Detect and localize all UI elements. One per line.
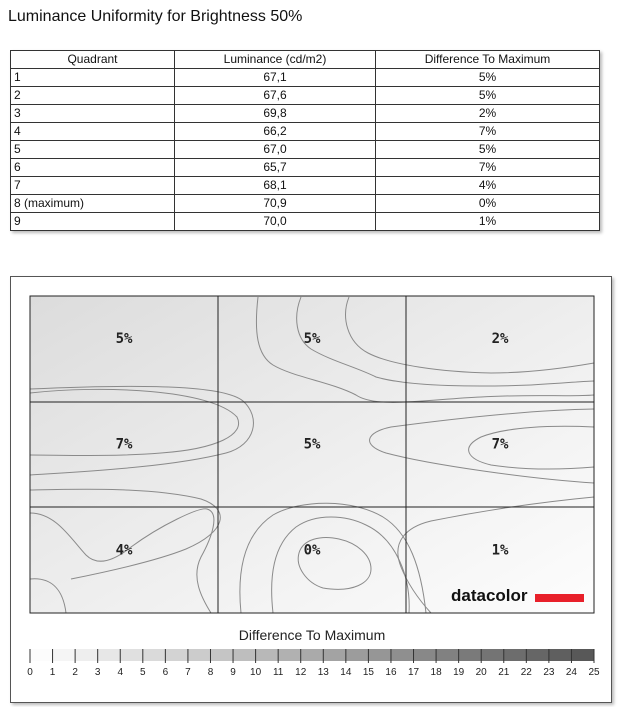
luminance-cell: 70,9 [175,195,376,213]
scale-tick-label: 14 [340,667,352,678]
table-row [11,123,600,141]
table-row [11,159,600,177]
scale-tick-label: 6 [162,667,169,678]
scale-band [323,649,346,661]
scale-tick-label: 25 [588,667,600,678]
quadrant-cell: 3 [11,105,175,123]
difference-cell: 5% [376,87,600,105]
scale-tick-label: 20 [475,667,487,678]
scale-band [391,649,414,661]
quadrant-cell: 1 [11,69,175,87]
scale-tick-label: 2 [72,667,78,678]
scale-band [233,649,256,661]
luminance-cell: 70,0 [175,213,376,231]
scale-tick-label: 4 [117,667,124,678]
table-header-row [11,51,600,69]
header-difference: Difference To Maximum [376,51,600,69]
difference-cell: 0% [376,195,600,213]
quadrant-cell: 2 [11,87,175,105]
scale-band [414,649,437,661]
quadrant-cell: 9 [11,213,175,231]
scale-band [53,649,76,661]
cell-label-quadrant-7: 4% [115,542,133,559]
difference-cell: 5% [376,141,600,159]
scale-tick-label: 17 [407,667,420,678]
scale-band [368,649,391,661]
cell-label-quadrant-4: 7% [115,436,133,453]
scale-tick-label: 11 [272,667,284,678]
scale-band [436,649,459,661]
uniformity-chart-panel [10,276,612,703]
scale-tick-label: 24 [565,667,578,678]
table-row [11,213,600,231]
scale-band [571,649,594,661]
difference-cell: 4% [376,177,600,195]
scale-tick-label: 18 [430,667,442,678]
luminance-cell: 65,7 [175,159,376,177]
difference-cell: 1% [376,213,600,231]
luminance-cell: 66,2 [175,123,376,141]
table-row [11,177,600,195]
luminance-table [10,50,600,231]
datacolor-logo-text: datacolor [451,586,528,605]
cell-label-quadrant-1: 5% [115,331,133,347]
color-scale [27,649,600,678]
scale-title: Difference To Maximum [238,627,386,643]
table-row [11,105,600,123]
scale-tick-label: 19 [453,667,465,678]
table-row [11,87,600,105]
scale-tick-label: 21 [498,667,510,678]
scale-band [301,649,324,661]
difference-cell: 5% [376,69,600,87]
luminance-cell: 67,6 [175,87,376,105]
luminance-cell: 69,8 [175,105,376,123]
scale-band [256,649,279,661]
difference-cell: 7% [376,159,600,177]
scale-band [278,649,301,661]
cell-label-quadrant-2: 5% [303,331,321,347]
quadrant-cell: 4 [11,123,175,141]
scale-band [165,649,188,661]
cell-label-quadrant-6: 7% [491,436,509,453]
scale-tick-label: 5 [140,667,146,678]
scale-tick-label: 0 [27,667,33,678]
scale-tick-label: 12 [295,667,307,678]
scale-tick-label: 7 [185,667,191,678]
scale-tick-label: 13 [317,667,329,678]
scale-band [504,649,527,661]
table-row [11,141,600,159]
quadrant-cell: 5 [11,141,175,159]
cell-label-quadrant-9: 1% [491,542,509,559]
scale-band [30,649,53,661]
scale-band [346,649,369,661]
scale-band [210,649,233,661]
scale-tick-label: 15 [362,667,374,678]
luminance-cell: 67,0 [175,141,376,159]
cell-label-quadrant-3: 2% [491,331,509,347]
scale-tick-label: 22 [520,667,532,678]
scale-tick-label: 8 [207,667,214,678]
scale-tick-label: 1 [49,667,56,678]
table-row [11,69,600,87]
scale-band [188,649,211,661]
difference-cell: 7% [376,123,600,141]
scale-tick-label: 3 [94,667,101,678]
scale-band [459,649,482,661]
cell-label-quadrant-8: 0% [303,542,321,559]
scale-band [549,649,572,661]
scale-band [120,649,143,661]
table-row [11,195,600,213]
scale-band [481,649,504,661]
cell-label-quadrant-5: 5% [303,436,321,453]
scale-tick-label: 10 [250,667,262,678]
quadrant-cell: 7 [11,177,175,195]
header-quadrant: Quadrant [11,51,175,69]
scale-band [143,649,166,661]
scale-band [98,649,121,661]
scale-tick-label: 9 [230,667,236,678]
uniformity-heatmap [11,277,611,702]
scale-band [526,649,549,661]
page-title: Luminance Uniformity for Brightness 50% [8,8,303,25]
luminance-cell: 67,1 [175,69,376,87]
datacolor-logo-bar [535,594,584,602]
quadrant-cell: 8 (maximum) [11,195,175,213]
scale-tick-label: 16 [385,667,397,678]
scale-band [75,649,98,661]
scale-tick-label: 23 [543,667,555,678]
luminance-cell: 68,1 [175,177,376,195]
header-luminance: Luminance (cd/m2) [175,51,376,69]
quadrant-cell: 6 [11,159,175,177]
difference-cell: 2% [376,105,600,123]
